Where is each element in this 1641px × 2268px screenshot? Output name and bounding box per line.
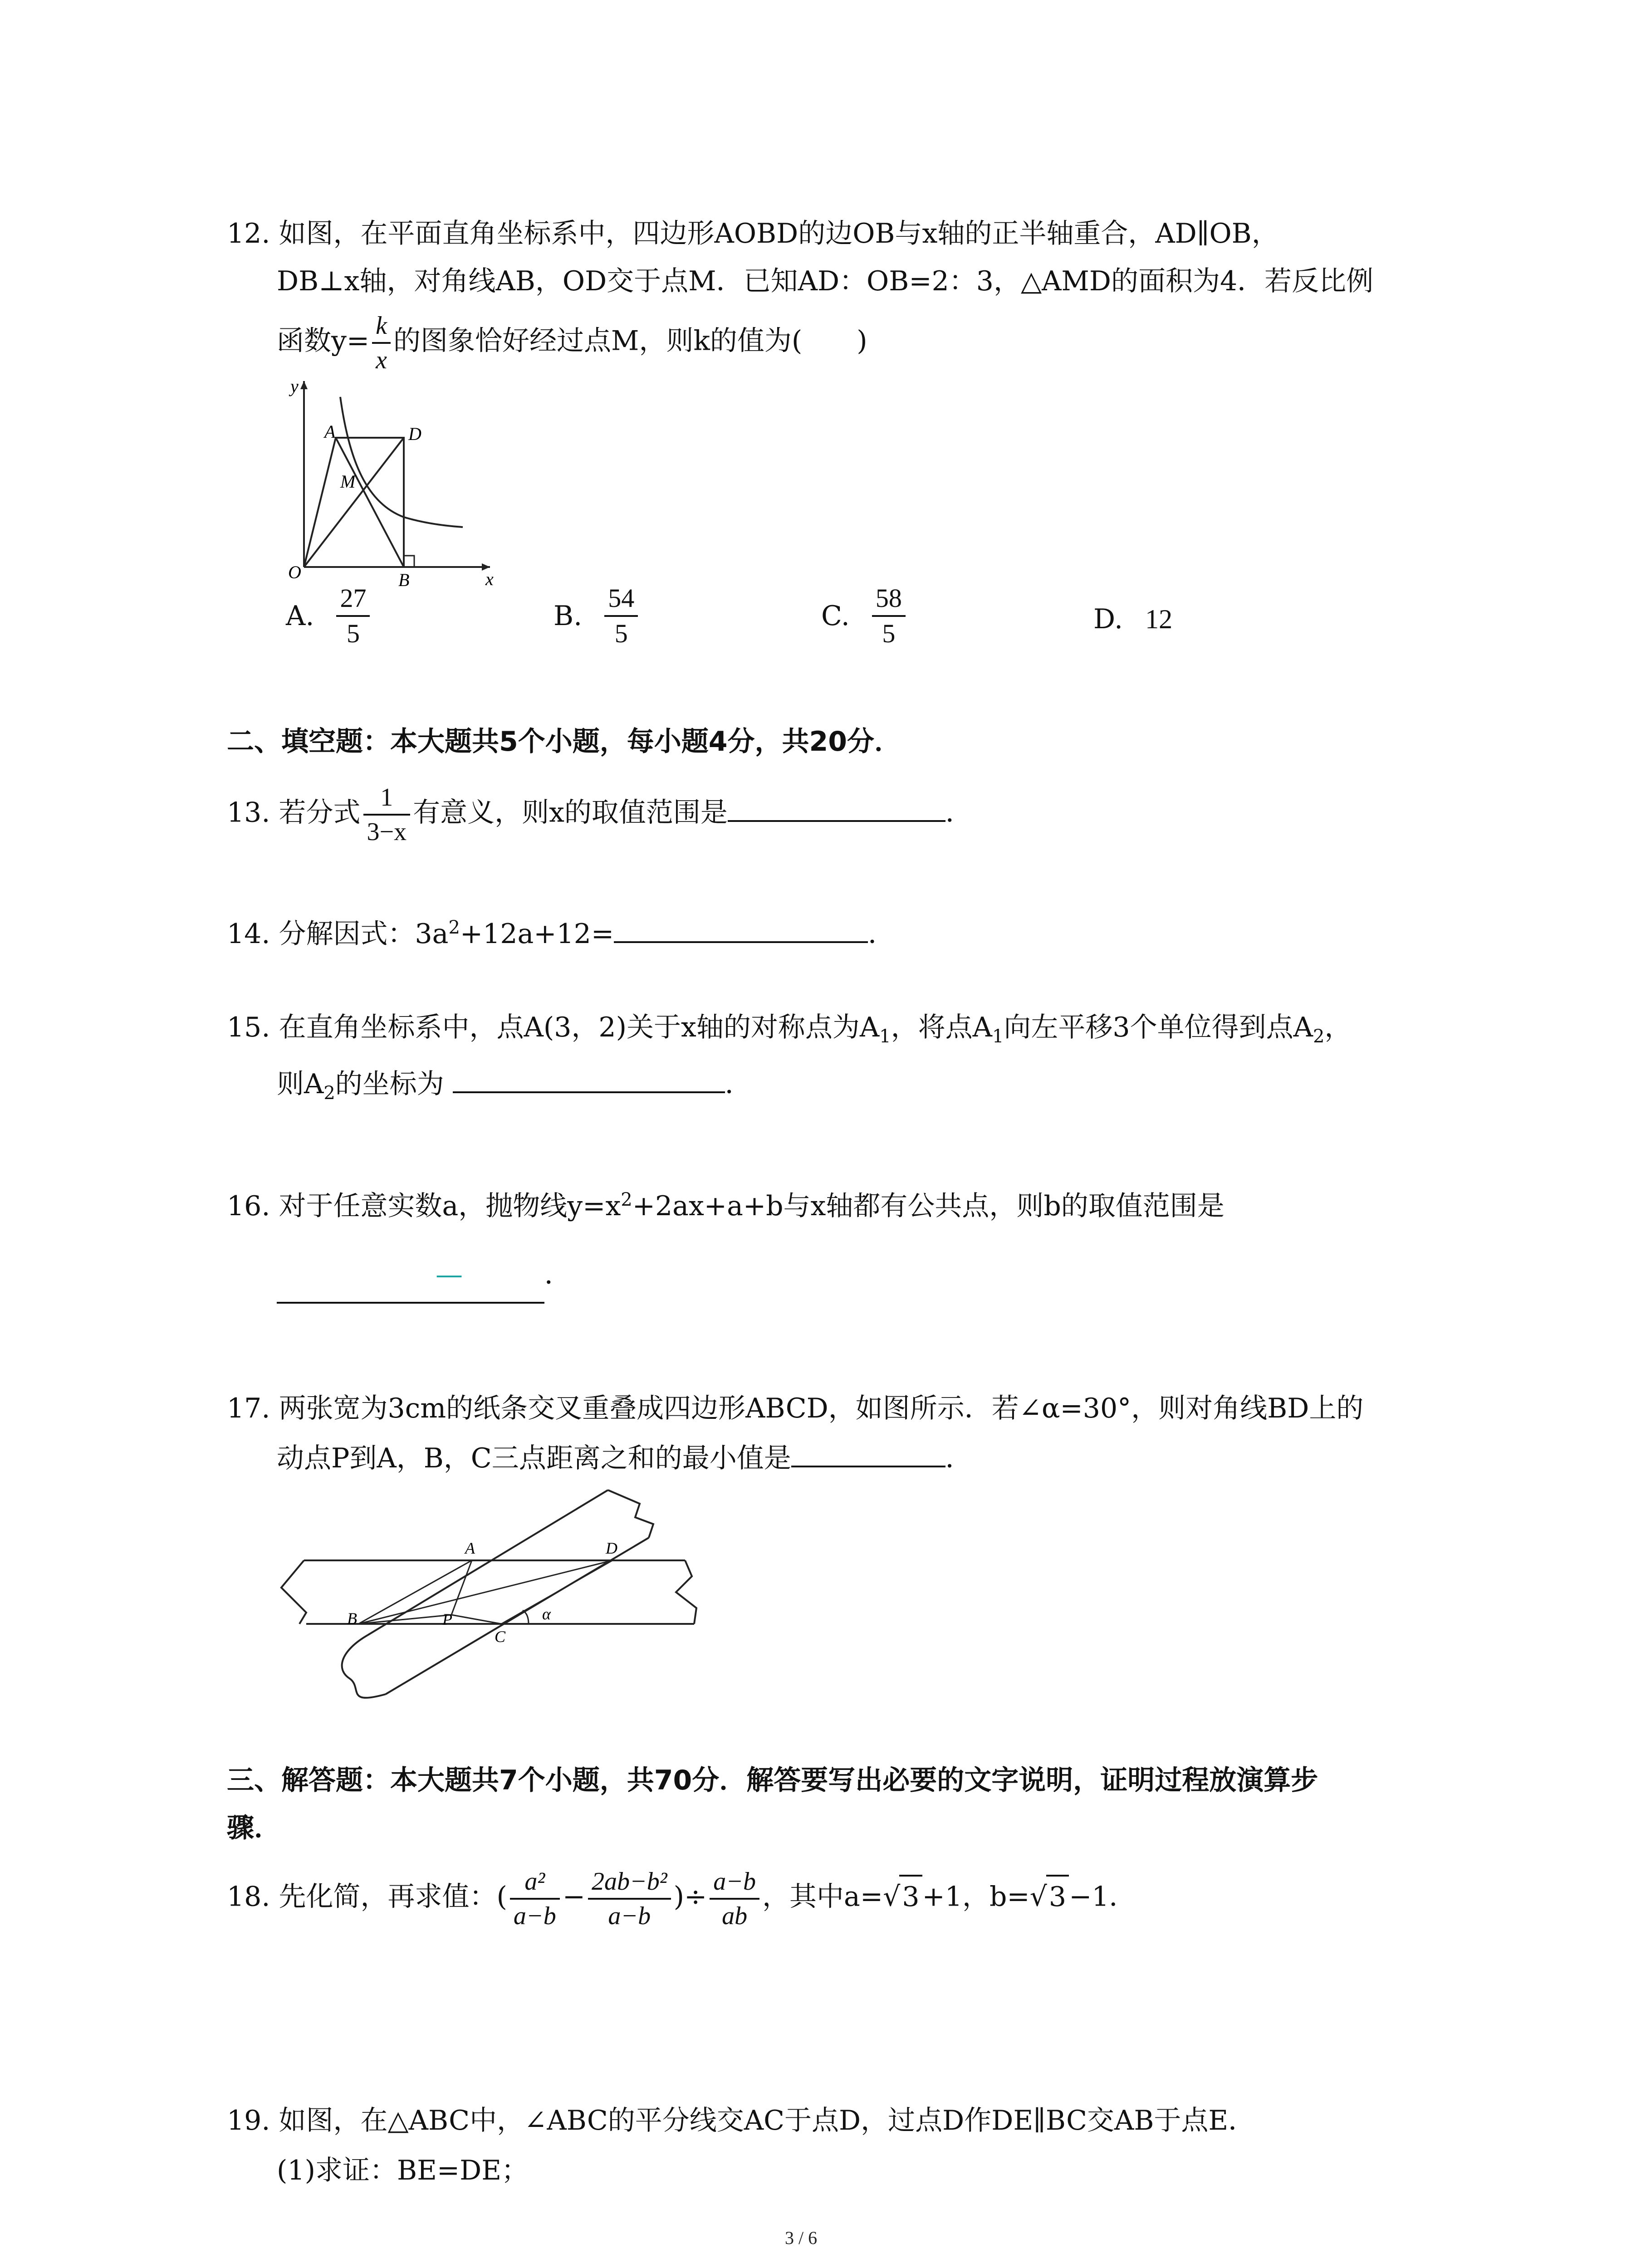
q16-mark: —: [436, 1259, 463, 1290]
q17-line1: 17. 两张宽为3cm的纸条交叉重叠成四边形ABCD，如图所示．若∠α=30°，则对角线BD上的: [227, 1393, 1364, 1424]
q15-answer-blank[interactable]: [453, 1064, 725, 1093]
q18-fraction-1: $\frac{\text{a²}}{a-b}$: [510, 1869, 560, 1929]
q17-fig-label-p: P: [442, 1610, 452, 1628]
q13: 13. 若分式 $\frac{1}{3-x}$ 有意义，则x的取值范围是 ．: [227, 783, 973, 846]
q17-fig-label-b: B: [347, 1609, 357, 1628]
q14: 14. 分解因式：$3a^2+12a+12=$ ．: [227, 907, 895, 954]
q13-answer-blank[interactable]: [728, 793, 945, 822]
q12-option-b[interactable]: B. $\frac{54}{5}$: [554, 585, 641, 647]
q16-answer-blank[interactable]: [277, 1302, 544, 1304]
q12-fig-label-a: A: [324, 421, 336, 442]
section-3-heading-line2: 骤．: [227, 1812, 281, 1844]
q12-fig-label-y: y: [290, 376, 299, 396]
q12-fig-label-o: O: [288, 562, 301, 582]
q16-period: ．: [544, 1259, 572, 1290]
q12-fig-label-x: x: [485, 569, 494, 589]
q12-option-d[interactable]: D. 12: [1093, 603, 1173, 635]
q12-line3: 函数y= $\frac{k}{x}$ 的图象恰好经过点M，则k的值为( ): [277, 312, 867, 374]
q15-line1: 15. 在直角坐标系中，点A(3，2)关于x轴的对称点为$A_1$，将点$A_1$向左平移3个单位得到点$A_2$，: [227, 1012, 1352, 1047]
q18-radicand-1: 3: [899, 1875, 922, 1917]
q12-figure: [272, 372, 499, 590]
q12-line1: 12. 如图，在平面直角坐标系中，四边形AOBD的边OB与x轴的正半轴重合，AD∥OB，: [227, 218, 1279, 249]
section-2-heading: 二、填空题：本大题共5个小题，每小题4分，共20分．: [227, 726, 901, 758]
q19-line1: 19. 如图，在△ABC中，∠ABC的平分线交AC于点D，过点D作DE∥BC交AB于点E．: [227, 2105, 1256, 2136]
q17-line2: 动点P到A，B，C三点距离之和的最小值是 ．: [277, 1438, 973, 1479]
q18-fraction-3: $\frac{a-b}{ab}$: [710, 1869, 759, 1929]
q18: 18. 先化简，再求值：( $\frac{\text{a²}}{a-b}$ − $\frac{\text{2ab−b²}}{a-b}$ )÷ $\frac{a-b}{ab}$ ，其中a=√3 +1，b=√3 −1．: [227, 1867, 1136, 1930]
q12-k-over-x: $\frac{k}{x}$: [372, 313, 391, 373]
q12-fig-label-d: D: [408, 424, 421, 444]
q18-radicand-2: 3: [1046, 1875, 1069, 1917]
q16: 16. 对于任意实数a，抛物线$y=x^2+2ax+a+b$与x轴都有公共点，则b的取值范围是: [227, 1189, 1225, 1222]
q12-option-a[interactable]: A. $\frac{27}{5}$: [286, 585, 372, 647]
sqrt-sign: √: [1029, 1881, 1047, 1913]
q12-line2: DB⊥x轴，对角线AB，OD交于点M．已知AD：OB=2：3，△AMD的面积为4．若反比例: [277, 265, 1374, 297]
q17-answer-blank[interactable]: [791, 1438, 945, 1467]
q12-option-c[interactable]: C. $\frac{58}{5}$: [821, 585, 908, 647]
sqrt-sign: √: [883, 1881, 901, 1913]
q19-line2: (1)求证：BE=DE；: [277, 2155, 529, 2186]
q12-fig-label-b: B: [398, 570, 410, 590]
q17-fig-label-d: D: [606, 1539, 617, 1557]
page-number: 3 / 6: [785, 2228, 818, 2248]
q17-fig-label-a: A: [465, 1539, 475, 1557]
q17-fig-label-alpha: α: [542, 1605, 551, 1623]
q17-fig-label-c: C: [495, 1628, 506, 1646]
q17-figure: [272, 1479, 726, 1715]
q15-line2: 则$A_2$的坐标为 ．: [277, 1064, 752, 1114]
section-3-heading-line1: 三、解答题：本大题共7个小题，共70分．解答要写出必要的文字说明，证明过程放演算步: [227, 1765, 1318, 1796]
q14-answer-blank[interactable]: [614, 914, 868, 943]
q18-fraction-2: $\frac{\text{2ab−b²}}{a-b}$: [588, 1869, 671, 1929]
q13-fraction: $\frac{1}{3-x}$: [363, 785, 411, 845]
q12-fig-label-m: M: [340, 471, 356, 492]
